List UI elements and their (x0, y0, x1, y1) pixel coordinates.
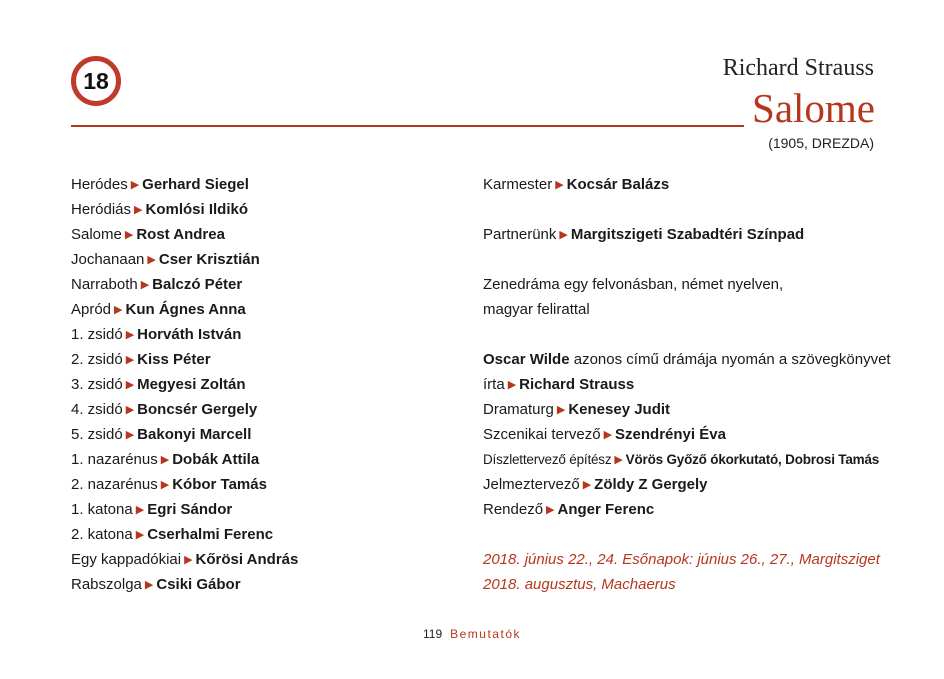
section-name: Bemutatók (450, 627, 521, 641)
cast-row: Rabszolga ▶ Csiki Gábor (71, 576, 241, 593)
arrow-icon: ▶ (135, 504, 145, 516)
cast-row: Egy kappadókiai ▶ Kőrösi András (71, 551, 299, 568)
costume-row: Jelmeztervező ▶ Zöldy Z Gergely (483, 476, 708, 493)
partner-row: Partnerünk ▶ Margitszigeti Szabadtéri Színpad (483, 226, 805, 243)
director-row: Rendező ▶ Anger Ferenc (483, 501, 655, 518)
arrow-icon: ▶ (160, 454, 170, 466)
arrow-icon: ▶ (124, 229, 134, 241)
cast-row: Narraboth ▶ Balczó Péter (71, 276, 243, 293)
arrow-icon: ▶ (134, 204, 143, 216)
premiere-info: (1905, DREZDA) (768, 135, 874, 151)
dates-line: 2018. augusztus, Machaerus (483, 576, 676, 593)
dramaturg-row: Dramaturg ▶ Kenesey Judit (483, 401, 671, 418)
arrow-icon: ▶ (160, 479, 170, 491)
opera-title: Salome (752, 85, 875, 131)
cast-row: 4. zsidó ▶ Boncsér Gergely (71, 401, 258, 418)
page-footer (0, 627, 944, 641)
cast-row: Jochanaan ▶ Cser Krisztián (71, 251, 260, 268)
set-designer-row: Díszlettervező építész ▶ Vörös Győző ókorkutató, Dobrosi Tamás (483, 452, 880, 467)
conductor-row: Karmester ▶ Kocsár Balázs (483, 176, 670, 193)
arrow-icon: ▶ (125, 429, 135, 441)
composer-name: Richard Strauss (722, 55, 874, 81)
arrow-icon: ▶ (582, 479, 592, 491)
page-number: 119 (422, 627, 443, 641)
description-line: Zenedráma egy felvonásban, német nyelven, (483, 276, 784, 293)
arrow-icon: ▶ (507, 379, 517, 391)
scenic-row: Szcenikai tervező ▶ Szendrényi Éva (483, 426, 726, 443)
arrow-icon: ▶ (140, 279, 150, 291)
cast-row: 2. nazarénus ▶ Kóbor Tamás (71, 476, 267, 493)
cast-row: Heródiás ▶ Komlósi Ildikó (71, 201, 249, 218)
arrow-icon: ▶ (147, 254, 156, 266)
description-line: magyar felirattal (483, 301, 590, 318)
cast-row: 2. zsidó ▶ Kiss Péter (71, 351, 211, 368)
cast-row: Apród ▶ Kun Ágnes Anna (71, 301, 246, 318)
libretto-author-row: írta ▶ Richard Strauss (483, 376, 635, 393)
arrow-icon: ▶ (135, 529, 145, 541)
cast-list (71, 172, 461, 597)
cast-row: Heródes ▶ Gerhard Siegel (71, 176, 249, 193)
cast-row: 3. zsidó ▶ Megyesi Zoltán (71, 376, 246, 393)
dates-line: 2018. június 22., 24. Esőnapok: június 26., 27., Margitsziget (483, 551, 880, 568)
arrow-icon: ▶ (130, 179, 140, 191)
arrow-icon: ▶ (559, 229, 568, 241)
arrow-icon: ▶ (614, 454, 623, 466)
arrow-icon: ▶ (125, 404, 135, 416)
cast-row: 5. zsidó ▶ Bakonyi Marcell (71, 426, 252, 443)
cast-row: 2. katona ▶ Cserhalmi Ferenc (71, 526, 274, 543)
arrow-icon: ▶ (184, 554, 193, 566)
arrow-icon: ▶ (125, 329, 135, 341)
age-rating-number: 18 (83, 67, 109, 94)
arrow-icon: ▶ (144, 579, 154, 591)
arrow-icon: ▶ (556, 404, 566, 416)
production-info (483, 172, 903, 597)
age-rating-badge (71, 56, 121, 106)
arrow-icon: ▶ (546, 504, 555, 516)
cast-row: 1. nazarénus ▶ Dobák Attila (71, 451, 260, 468)
cast-row: Salome ▶ Rost Andrea (71, 226, 225, 243)
cast-row: 1. katona ▶ Egri Sándor (71, 501, 233, 518)
cast-row: 1. zsidó ▶ Horváth István (71, 326, 242, 343)
arrow-icon: ▶ (555, 179, 564, 191)
arrow-icon: ▶ (114, 304, 123, 316)
libretto-row: Oscar Wilde azonos című drámája nyomán a szövegkönyvet (483, 351, 891, 368)
arrow-icon: ▶ (603, 429, 613, 441)
arrow-icon: ▶ (125, 354, 135, 366)
header-divider (71, 125, 744, 127)
arrow-icon: ▶ (125, 379, 135, 391)
